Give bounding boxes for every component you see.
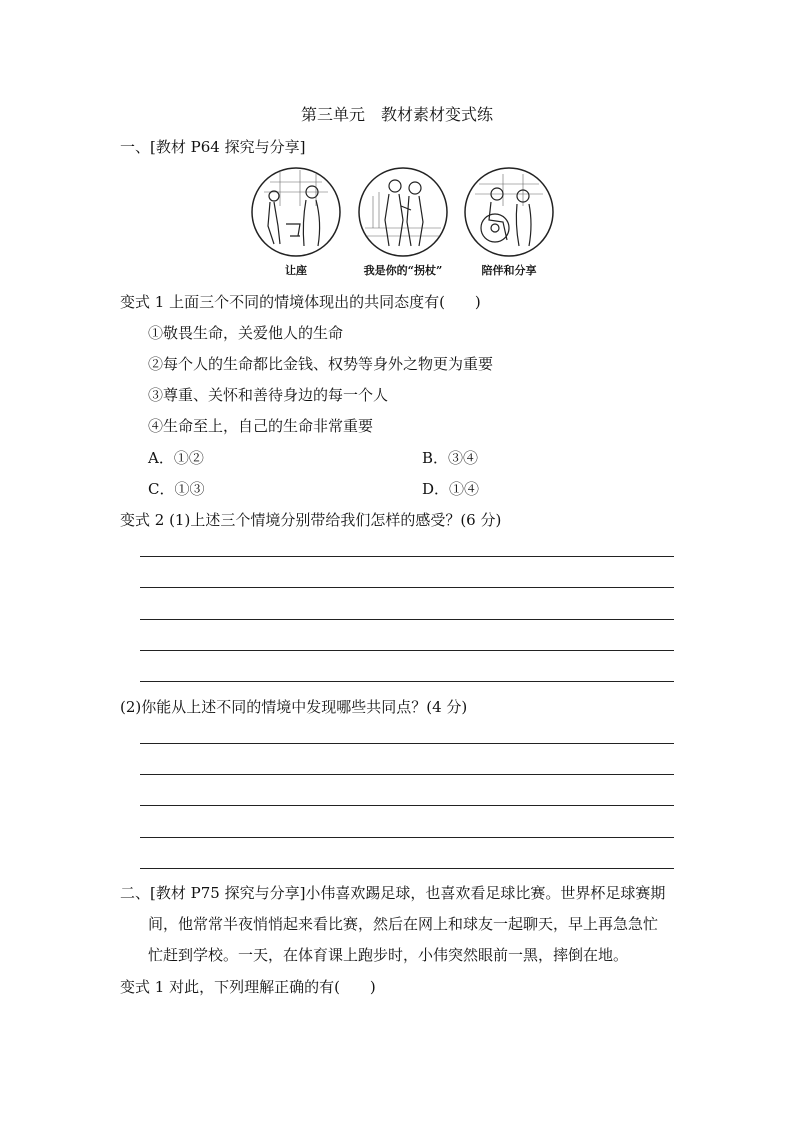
answer-line[interactable] (140, 805, 674, 806)
walking-stick-illustration-icon (357, 166, 449, 258)
page-title: 第三单元 教材素材变式练 (300, 105, 493, 124)
q2-part2-stem: (2)你能从上述不同的情境中发现哪些共同点？(4 分) (120, 698, 468, 716)
section2-q1-stem: 变式 1 对此，下列理解正确的有( ) (120, 978, 376, 996)
answer-line[interactable] (140, 743, 674, 744)
section1-heading: 一、[教材 P64 探究与分享] (120, 138, 306, 156)
q1-option-a[interactable]: A．①② (148, 449, 204, 467)
q1-statement-1: ①敬畏生命，关爱他人的生命 (148, 324, 344, 342)
section2-paragraph-line2: 间，他常常半夜悄悄起来看比赛，然后在网上和球友一起聊天，早上再急急忙 (148, 915, 659, 933)
q1-option-b[interactable]: B．③④ (422, 449, 479, 467)
q1-option-c[interactable]: C．①③ (148, 480, 205, 498)
answer-line[interactable] (140, 650, 674, 651)
answer-line[interactable] (140, 774, 674, 775)
caption-companionship: 陪伴和分享 (481, 264, 537, 277)
section2-paragraph-line3: 忙赶到学校。一天，在体育课上跑步时，小伟突然眼前一黑，摔倒在地。 (148, 946, 629, 964)
q2-part1-stem: 变式 2 (1)上述三个情境分别带给我们怎样的感受？(6 分) (120, 511, 502, 529)
q1-option-d[interactable]: D．①④ (422, 480, 480, 498)
answer-line[interactable] (140, 681, 674, 682)
caption-walking-stick: 我是你的“拐杖” (363, 264, 443, 277)
giving-seat-illustration-icon (250, 166, 342, 258)
answer-line[interactable] (140, 837, 674, 838)
q1-stem: 变式 1 上面三个不同的情境体现出的共同态度有( ) (120, 293, 481, 311)
answer-line[interactable] (140, 587, 674, 588)
answer-line[interactable] (140, 868, 674, 869)
answer-line[interactable] (140, 619, 674, 620)
answer-line[interactable] (140, 556, 674, 557)
q1-statement-3: ③尊重、关怀和善待身边的每一个人 (148, 386, 389, 404)
q1-statement-2: ②每个人的生命都比金钱、权势等身外之物更为重要 (148, 355, 494, 373)
companionship-illustration-icon (463, 166, 555, 258)
section2-paragraph-line1: 二、[教材 P75 探究与分享]小伟喜欢踢足球，也喜欢看足球比赛。世界杯足球赛期 (120, 884, 666, 902)
q1-statement-4: ④生命至上，自己的生命非常重要 (148, 417, 374, 435)
caption-giving-seat: 让座 (285, 264, 307, 277)
